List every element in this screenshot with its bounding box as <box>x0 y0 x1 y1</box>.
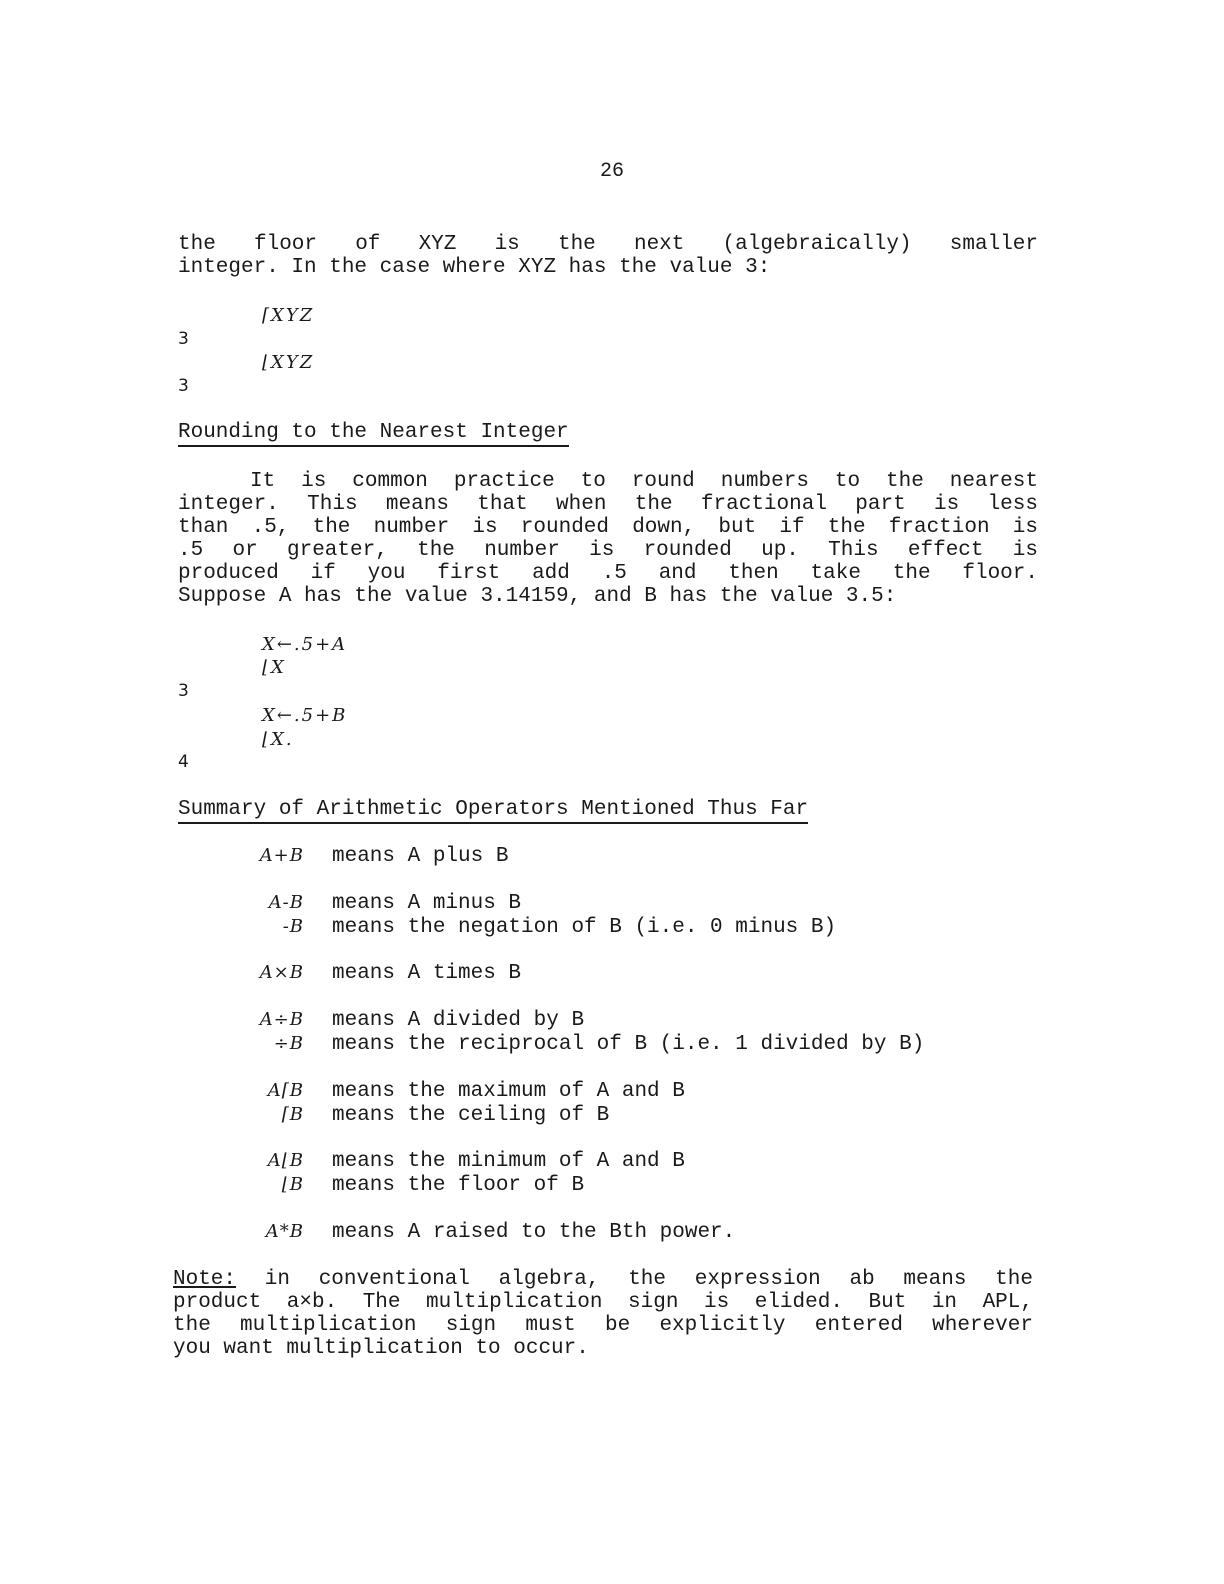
floor-result: 3 <box>178 376 189 396</box>
operator-description: means the maximum of A and B <box>332 1080 685 1103</box>
operator-row <box>254 892 521 916</box>
code-floor-x: ⌊X. <box>262 729 294 750</box>
operator-row <box>254 1221 735 1245</box>
rounding-heading: Rounding to the Nearest Integer <box>178 421 569 447</box>
note-line: you want multiplication to occur. <box>173 1337 589 1360</box>
operator-description: means the ceiling of B <box>332 1104 610 1127</box>
note-text: in conventional algebra, the expression ab means the <box>236 1268 1033 1291</box>
operator-row <box>254 845 508 869</box>
operator-description: means A plus B <box>332 845 509 868</box>
rounding-line: Suppose A has the value 3.14159, and B has the value 3.5: <box>178 585 897 608</box>
operator-symbol: ⌊B <box>281 1174 304 1195</box>
summary-heading: Summary of Arithmetic Operators Mentioned Thus Far <box>178 798 808 824</box>
note-label: Note: <box>173 1268 237 1291</box>
code-assign-b: X←.5+B <box>262 705 348 726</box>
note-line: product a×b. The multiplication sign is elided. But in APL, <box>173 1291 1033 1314</box>
operator-description: means the minimum of A and B <box>332 1150 685 1173</box>
rounding-line: .5 or greater, the number is rounded up. This effect is <box>178 539 1038 562</box>
operator-symbol: A*B <box>265 1221 304 1242</box>
operator-symbol: ÷B <box>273 1033 304 1054</box>
ceiling-expression: ⌈XYZ <box>262 305 315 326</box>
rounding-line: produced if you first add .5 and then take the floor. <box>178 562 1038 585</box>
operator-row <box>254 1104 609 1128</box>
operator-symbol: A×B <box>259 962 304 983</box>
operator-symbol: A⌈B <box>267 1080 304 1101</box>
rounding-paragraph <box>178 470 1038 608</box>
operator-description: means A times B <box>332 962 522 985</box>
code-result: 4 <box>178 752 189 772</box>
intro-line: the floor of XYZ is the next (algebraically) smaller <box>178 233 1038 256</box>
note-line <box>173 1268 1033 1291</box>
operator-symbol: A÷B <box>259 1009 304 1030</box>
ceiling-result: 3 <box>178 329 189 349</box>
operator-description: means the negation of B (i.e. 0 minus B) <box>332 916 837 939</box>
operator-description: means the floor of B <box>332 1174 585 1197</box>
note-paragraph <box>173 1268 1033 1360</box>
operator-row <box>254 1033 924 1057</box>
operator-description: means A raised to the Bth power. <box>332 1221 736 1244</box>
floor-expression: ⌊XYZ <box>262 352 315 373</box>
operator-symbol: -B <box>282 916 304 937</box>
operator-description: means A minus B <box>332 892 522 915</box>
code-result: 3 <box>178 681 189 701</box>
operator-row <box>254 1009 584 1033</box>
page-number: 26 <box>599 160 624 183</box>
rounding-line: than .5, the number is rounded down, but if the fraction is <box>178 516 1038 539</box>
operator-row <box>254 962 521 986</box>
note-line: the multiplication sign must be explicitly entered wherever <box>173 1314 1033 1337</box>
operator-row <box>254 1174 584 1198</box>
operator-row <box>254 1080 685 1104</box>
operator-row <box>254 916 836 940</box>
operator-symbol: A-B <box>268 892 304 913</box>
rounding-line: It is common practice to round numbers to the nearest <box>250 470 1038 493</box>
operator-row <box>254 1150 685 1174</box>
code-floor-x: ⌊X <box>262 657 286 678</box>
operator-symbol: A⌊B <box>267 1150 304 1171</box>
operator-symbol: ⌈B <box>281 1104 304 1125</box>
code-assign-a: X←.5+A <box>262 634 348 655</box>
operator-description: means the reciprocal of B (i.e. 1 divided by B) <box>332 1033 925 1056</box>
intro-line: integer. In the case where XYZ has the value 3: <box>178 256 771 279</box>
operator-description: means A divided by B <box>332 1009 585 1032</box>
operator-symbol: A+B <box>259 845 304 866</box>
intro-paragraph <box>178 233 1038 279</box>
rounding-line: integer. This means that when the fractional part is less <box>178 493 1038 516</box>
